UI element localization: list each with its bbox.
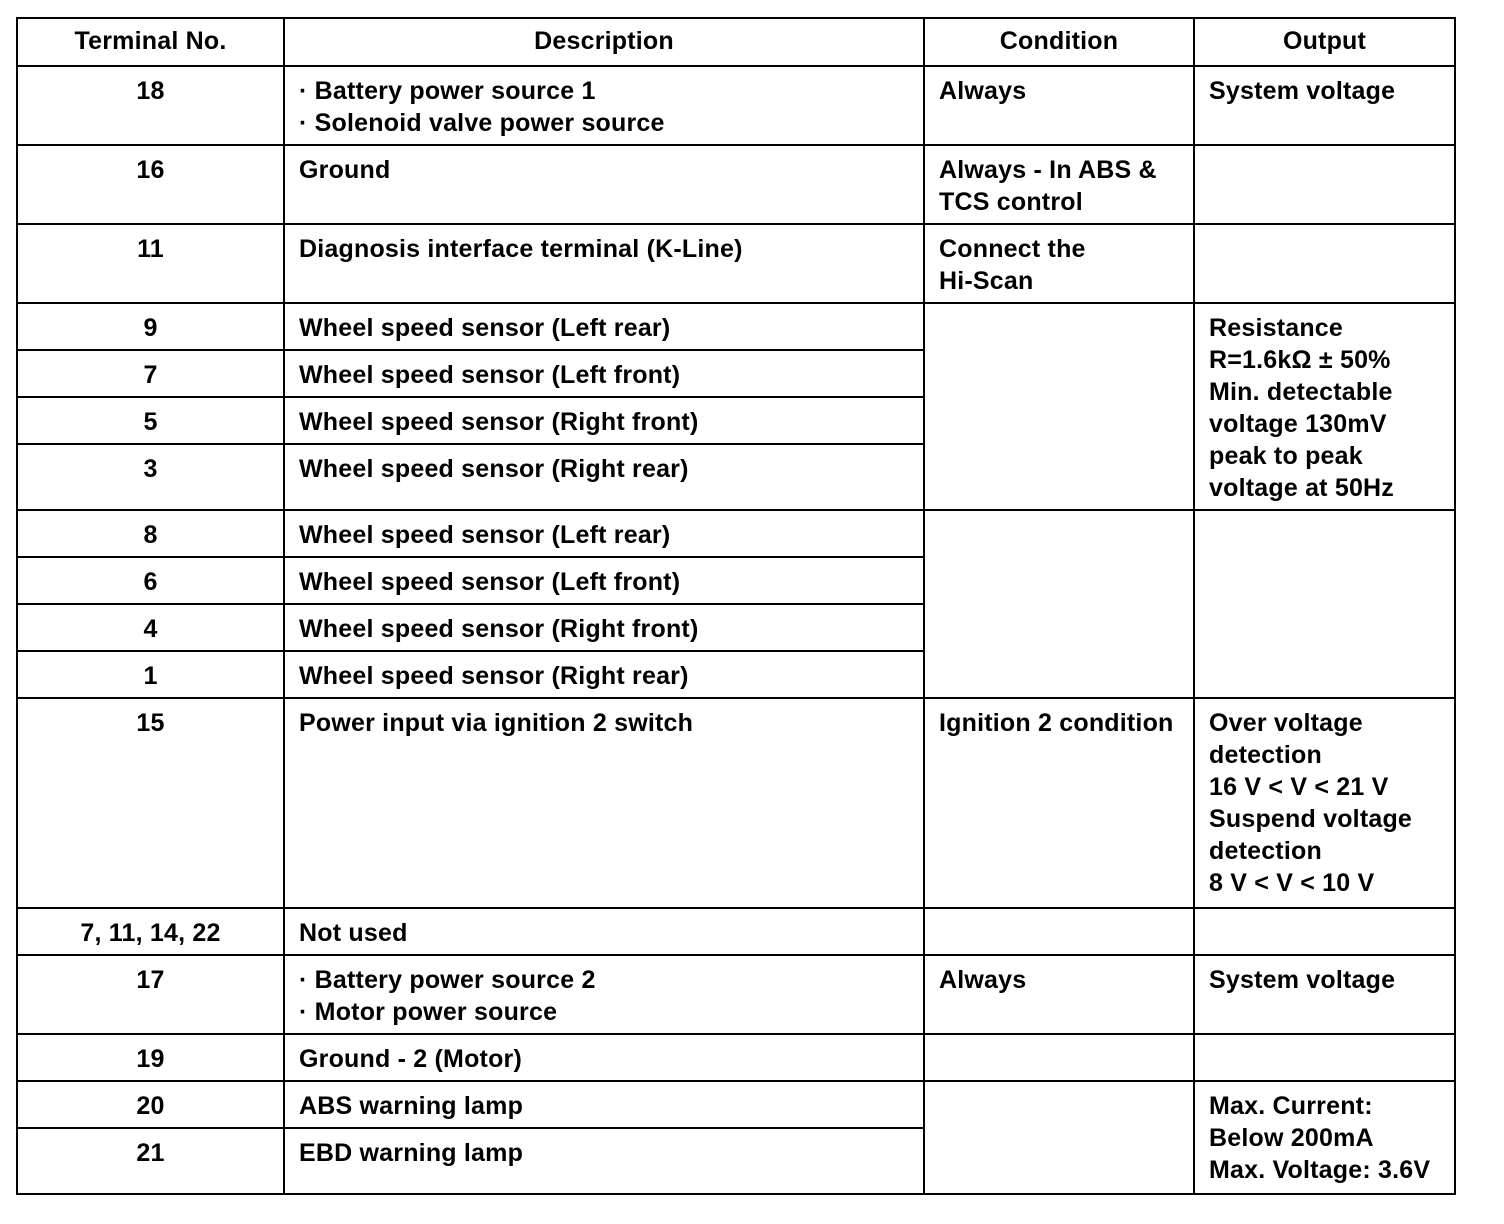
output-cell [1194, 1081, 1455, 1194]
output-cell [1194, 908, 1455, 955]
description-cell: Wheel speed sensor (Left rear) [284, 510, 924, 557]
table-row [17, 1034, 1455, 1081]
terminal-cell: 11 [17, 224, 284, 303]
table-row [17, 908, 1455, 955]
description-cell [284, 955, 924, 1034]
header-output: Output [1194, 18, 1455, 66]
condition-cell [924, 955, 1194, 1034]
description-cell: Ground - 2 (Motor) [284, 1034, 924, 1081]
condition-line: Ignition 2 condition [939, 709, 1174, 737]
output-line: Over voltage [1209, 709, 1363, 737]
description-cell: Wheel speed sensor (Right front) [284, 397, 924, 444]
description-cell [284, 224, 924, 303]
description-cell: Wheel speed sensor (Left rear) [284, 303, 924, 350]
header-condition: Condition [924, 18, 1194, 66]
condition-line: Always - In ABS & [939, 156, 1157, 184]
description-cell: Wheel speed sensor (Right rear) [284, 444, 924, 510]
terminal-spec-table [16, 17, 1456, 1195]
output-line: Min. detectable [1209, 378, 1393, 406]
output-line: 16 V < V < 21 V [1209, 773, 1389, 801]
terminal-cell: 8 [17, 510, 284, 557]
condition-cell [924, 145, 1194, 224]
description-cell: ABS warning lamp [284, 1081, 924, 1128]
description-line: · Solenoid valve power source [299, 109, 665, 137]
description-line: Ground [299, 156, 391, 184]
output-line: detection [1209, 741, 1322, 769]
condition-cell [924, 1081, 1194, 1194]
output-line: System voltage [1209, 966, 1396, 994]
condition-line: Always [939, 966, 1027, 994]
output-line: Below 200mA [1209, 1124, 1374, 1152]
description-cell [284, 66, 924, 145]
description-line: Diagnosis interface terminal (K-Line) [299, 235, 743, 263]
condition-cell [924, 224, 1194, 303]
output-line: Suspend voltage [1209, 805, 1413, 833]
condition-cell [924, 698, 1194, 908]
output-cell [1194, 224, 1455, 303]
terminal-cell: 20 [17, 1081, 284, 1128]
condition-line: TCS control [939, 188, 1083, 216]
output-line: Max. Current: [1209, 1092, 1373, 1120]
table-row [17, 303, 1455, 350]
description-line: · Motor power source [299, 998, 558, 1026]
terminal-cell: 7, 11, 14, 22 [17, 908, 284, 955]
terminal-cell: 3 [17, 444, 284, 510]
description-line: · Battery power source 1 [299, 77, 596, 105]
description-cell: Wheel speed sensor (Left front) [284, 350, 924, 397]
output-cell [1194, 145, 1455, 224]
output-cell [1194, 955, 1455, 1034]
condition-cell [924, 66, 1194, 145]
terminal-cell: 9 [17, 303, 284, 350]
header-description: Description [284, 18, 924, 66]
output-cell [1194, 303, 1455, 510]
description-line: · Battery power source 2 [299, 966, 596, 994]
terminal-cell: 5 [17, 397, 284, 444]
output-cell [1194, 698, 1455, 908]
description-cell: EBD warning lamp [284, 1128, 924, 1194]
description-line: Power input via ignition 2 switch [299, 709, 694, 737]
condition-cell [924, 510, 1194, 698]
condition-cell [924, 303, 1194, 510]
header-row [17, 18, 1455, 66]
output-line: voltage 130mV [1209, 410, 1387, 438]
table-row [17, 66, 1455, 145]
terminal-cell: 19 [17, 1034, 284, 1081]
description-cell: Wheel speed sensor (Right front) [284, 604, 924, 651]
table-row [17, 510, 1455, 557]
terminal-cell: 16 [17, 145, 284, 224]
terminal-cell: 15 [17, 698, 284, 908]
table-row [17, 1081, 1455, 1128]
table-row [17, 955, 1455, 1034]
table-row [17, 145, 1455, 224]
condition-cell [924, 908, 1194, 955]
terminal-cell: 6 [17, 557, 284, 604]
output-cell [1194, 510, 1455, 698]
output-line: Max. Voltage: 3.6V [1209, 1156, 1431, 1184]
terminal-cell: 17 [17, 955, 284, 1034]
terminal-cell: 21 [17, 1128, 284, 1194]
condition-line: Connect the [939, 235, 1086, 263]
condition-line: Always [939, 77, 1027, 105]
terminal-cell: 1 [17, 651, 284, 698]
terminal-cell: 18 [17, 66, 284, 145]
output-line: detection [1209, 837, 1322, 865]
output-line: R=1.6kΩ ± 50% [1209, 346, 1391, 374]
table-row [17, 698, 1455, 908]
output-line: 8 V < V < 10 V [1209, 869, 1375, 897]
output-line: voltage at 50Hz [1209, 474, 1395, 502]
output-line: System voltage [1209, 77, 1396, 105]
condition-cell [924, 1034, 1194, 1081]
output-line: peak to peak [1209, 442, 1363, 470]
output-line: Resistance [1209, 314, 1344, 342]
condition-line: Hi-Scan [939, 267, 1034, 295]
description-cell: Wheel speed sensor (Right rear) [284, 651, 924, 698]
output-cell [1194, 66, 1455, 145]
table-row [17, 224, 1455, 303]
description-cell: Wheel speed sensor (Left front) [284, 557, 924, 604]
terminal-cell: 7 [17, 350, 284, 397]
description-cell [284, 698, 924, 908]
header-terminal: Terminal No. [17, 18, 284, 66]
output-cell [1194, 1034, 1455, 1081]
terminal-cell: 4 [17, 604, 284, 651]
description-cell [284, 145, 924, 224]
description-cell: Not used [284, 908, 924, 955]
